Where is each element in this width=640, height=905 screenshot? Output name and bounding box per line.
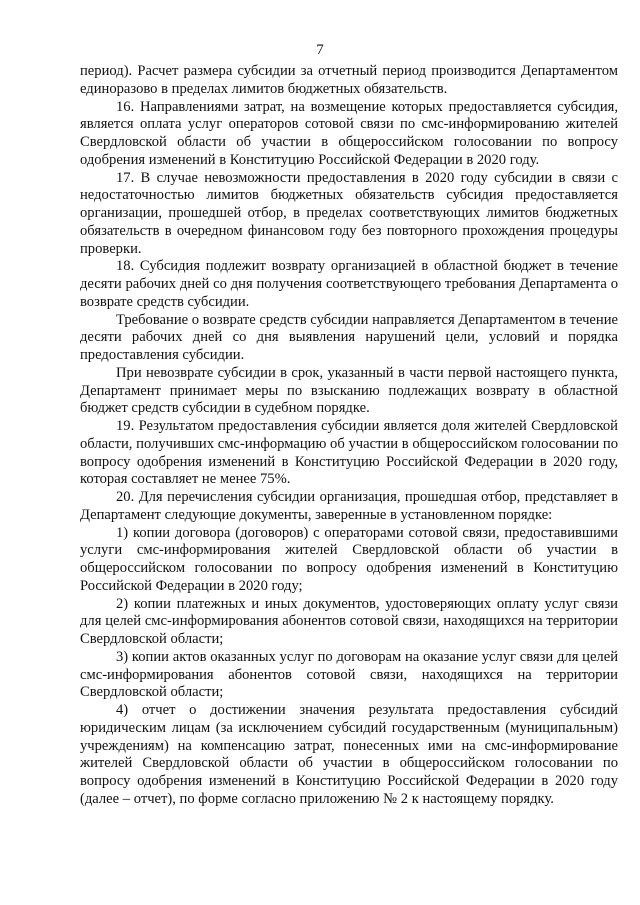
paragraph-return-requirement: Требование о возврате средств субсидии направляется Департаментом в течение десяти рабочих дней со дня выявления нарушений цели, условий и порядка предоставления субсидии. bbox=[80, 311, 618, 363]
list-item-1-contracts: 1) копии договора (договоров) с операторами сотовой связи, предоставившими услуги смс-информирования жителей Свердловской области об участии в общероссийском голосовании по вопросу одобрения изменений в Конституцию Российской Федерации в 2020 году; bbox=[80, 524, 618, 594]
list-item-3-service-acts: 3) копии актов оказанных услуг по договорам на оказание услуг связи для целей смс-информирования абонентов сотовой связи, находящихся на территории Свердловской области; bbox=[80, 648, 618, 701]
paragraph-16-cost-directions: 16. Направлениями затрат, на возмещение которых предоставляется субсидия, является оплата услуг операторов сотовой связи по смс-информированию жителей Свердловской области об участии в общероссийском голосовании по вопросу одобрения изменений в Конституцию Российской Федерации в 2020 году. bbox=[80, 98, 618, 168]
paragraph-17-limits-shortage: 17. В случае невозможности предоставления в 2020 году субсидии в связи с недостаточностью лимитов бюджетных обязательств субсидия предоставляется организации, прошедшей отбор, в пределах соответствующих лимитов бюджетных обязательств в очередном финансовом году без повторного прохождения процедуры проверки. bbox=[80, 169, 618, 257]
paragraph-20-documents: 20. Для перечисления субсидии организация, прошедшая отбор, представляет в Департамент следующие документы, заверенные в установленном порядке: bbox=[80, 489, 618, 523]
list-item-2-payment-documents: 2) копии платежных и иных документов, удостоверяющих оплату услуг связи для целей смс-информирования абонентов сотовой связи, находящихся на территории Свердловской области; bbox=[80, 595, 618, 647]
list-item-4-report: 4) отчет о достижении значения результата предоставления субсидий юридическим лицам (за исключением субсидий государственным (муниципальным) учреждениям) на компенсацию затрат, понесенных ими на смс-информирование жителей Свердловской области об участии в общероссийском голосовании по вопросу одобрения изменений в Конституцию Российской Федерации в 2020 году (далее – отчет), по форме согласно приложению № 2 к настоящему порядку. bbox=[80, 702, 618, 807]
document-body bbox=[80, 63, 618, 809]
paragraph-18-subsidy-return: 18. Субсидия подлежит возврату организацией в областной бюджет в течение десяти рабочих дней со дня получения соответствующего требования Департамента о возврате средств субсидии. bbox=[80, 258, 618, 310]
page-number: 7 bbox=[316, 42, 324, 58]
paragraph-period-calculation: период). Расчет размера субсидии за отчетный период производится Департаментом единоразово в пределах лимитов бюджетных обязательств. bbox=[80, 63, 618, 97]
paragraph-non-return-recovery: При невозврате субсидии в срок, указанный в части первой настоящего пункта, Департамент принимает меры по взысканию подлежащих возврату в областной бюджет средств субсидии в судебном порядке. bbox=[80, 364, 618, 417]
paragraph-19-result: 19. Результатом предоставления субсидии является доля жителей Свердловской области, получивших смс-информацию об участии в общероссийском голосовании по вопросу одобрения изменений в Конституцию Российской Федерации в 2020 году, которая составляет не менее 75%. bbox=[80, 418, 618, 488]
